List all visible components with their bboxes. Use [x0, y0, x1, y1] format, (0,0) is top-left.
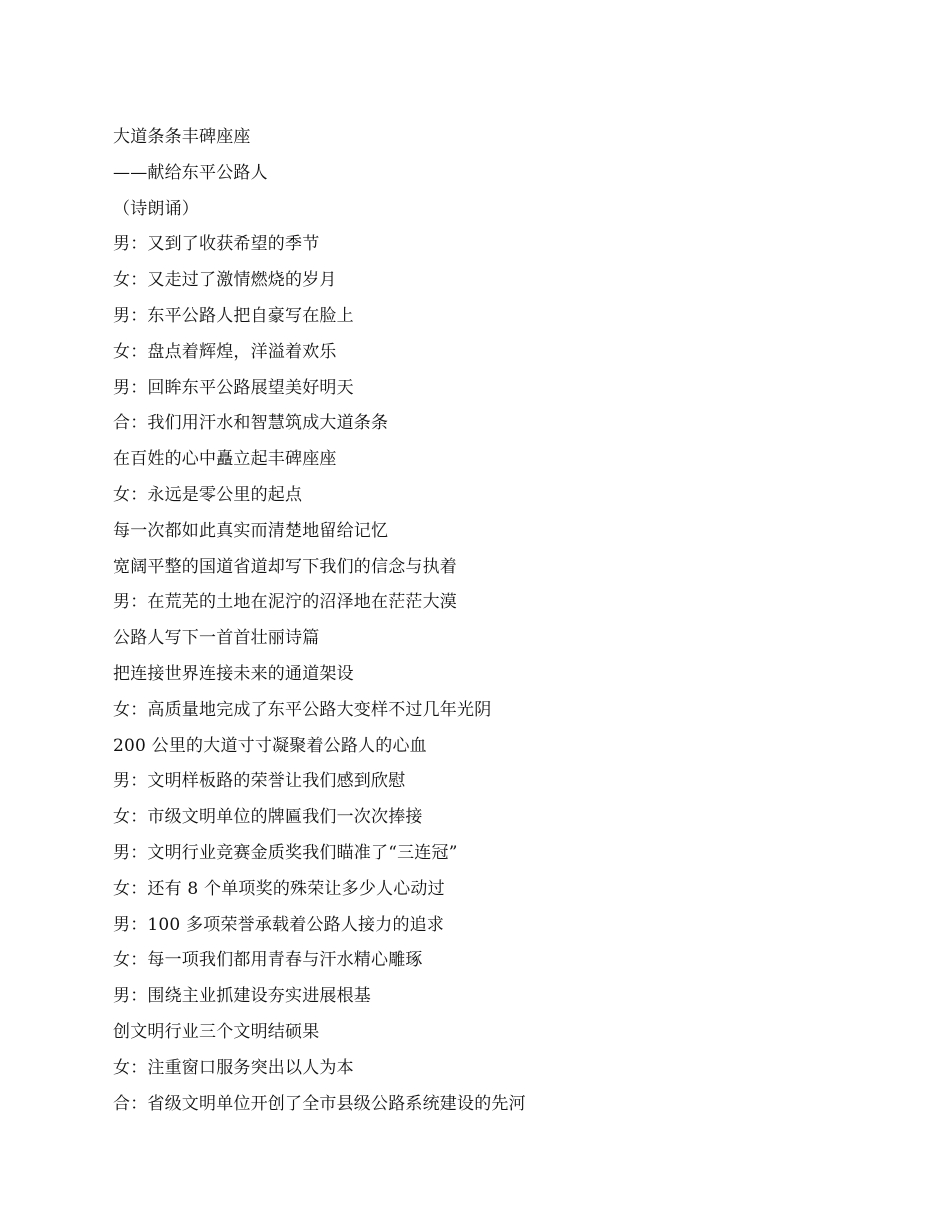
poem-line: 男：又到了收获希望的季节 [113, 234, 320, 255]
poem-line: 女：永远是零公里的起点 [113, 484, 303, 505]
poem-line: 女：又走过了激情燃烧的岁月 [113, 270, 337, 291]
poem-line: 女：还有 8 个单项奖的殊荣让多少人心动过 [113, 878, 445, 899]
poem-line: 男：100 多项荣誉承载着公路人接力的追求 [113, 914, 445, 935]
poem-line: 合：我们用汗水和智慧筑成大道条条 [113, 413, 389, 434]
poem-line: 宽阔平整的国道省道却写下我们的信念与执着 [113, 556, 457, 577]
poem-line: 女：盘点着辉煌，洋溢着欢乐 [113, 341, 337, 362]
poem-line: 女：市级文明单位的牌匾我们一次次捧接 [113, 807, 423, 828]
poem-line: 男：围绕主业抓建设夯实进展根基 [113, 986, 371, 1007]
poem-line: 200 公里的大道寸寸凝聚着公路人的心血 [113, 735, 427, 756]
poem-line: 把连接世界连接未来的通道架设 [113, 663, 354, 684]
poem-line: 女：每一项我们都用青春与汗水精心雕琢 [113, 950, 423, 971]
poem-line: 合：省级文明单位开创了全市县级公路系统建设的先河 [113, 1093, 526, 1114]
poem-line: 男：回眸东平公路展望美好明天 [113, 377, 354, 398]
poem-line: 男：东平公路人把自豪写在脸上 [113, 305, 354, 326]
poem-title: 大道条条丰碑座座 [113, 127, 251, 147]
poem-genre-note: （诗朗诵） [113, 198, 199, 219]
poem-line: 每一次都如此真实而清楚地留给记忆 [113, 520, 389, 541]
poem-line: 创文明行业三个文明结硕果 [113, 1021, 320, 1042]
poem-line: 女：注重窗口服务突出以人为本 [113, 1057, 354, 1078]
poem-body [113, 124, 873, 1126]
poem-subtitle: ——献给东平公路人 [113, 162, 268, 183]
poem-line: 女：高质量地完成了东平公路大变样不过几年光阴 [113, 699, 492, 720]
poem-line: 公路人写下一首首壮丽诗篇 [113, 628, 320, 649]
poem-line: 在百姓的心中矗立起丰碑座座 [113, 449, 337, 470]
poem-line: 男：文明行业竞赛金质奖我们瞄准了“三连冠” [113, 842, 458, 863]
poem-line: 男：文明样板路的荣誉让我们感到欣慰 [113, 771, 406, 792]
poem-line: 男：在荒芜的土地在泥泞的沼泽地在茫茫大漠 [113, 592, 457, 613]
